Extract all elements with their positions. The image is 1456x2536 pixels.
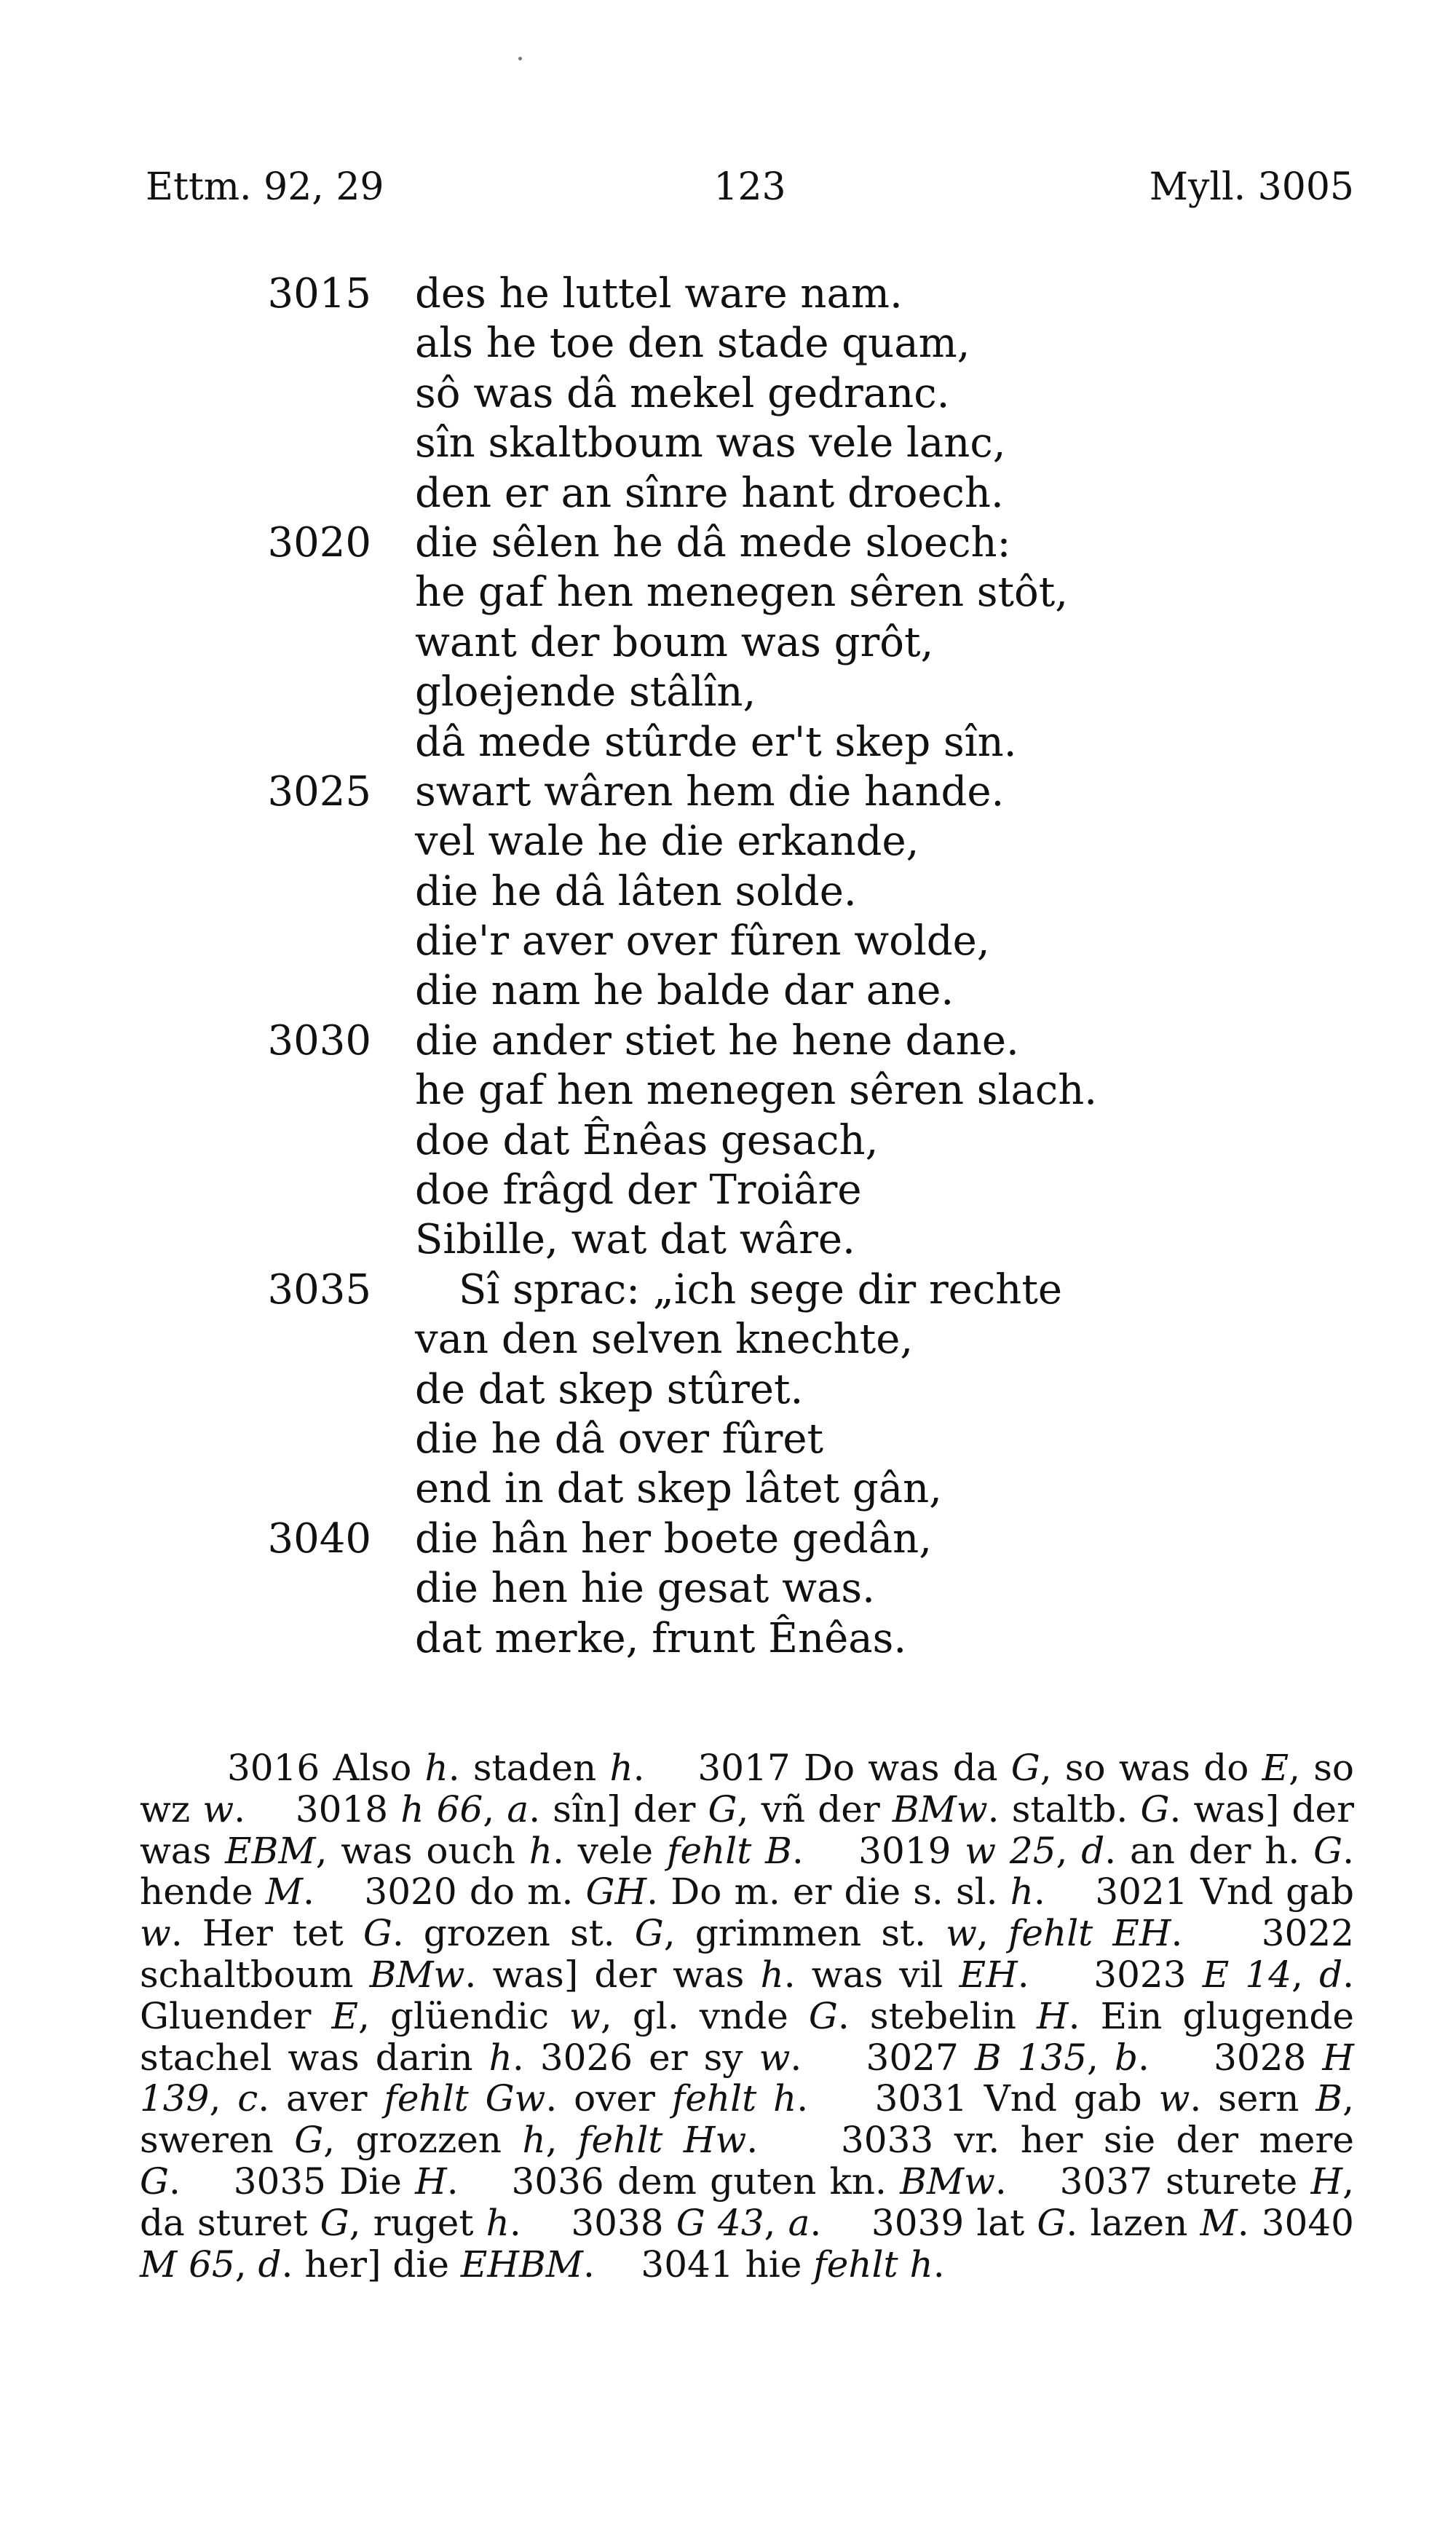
critical-apparatus (140, 1747, 1354, 2285)
verse-line (0, 469, 1456, 518)
verse-text-line: die hen hie gesat was. (415, 1565, 875, 1613)
apparatus-paragraph: 3016 Also h. staden h. 3017 Do was da G, so was do E, so wz w. 3018 h 66, a. sîn] der G, vñ der BMw. staltb. G. was] der was EBM, was ouch h. vele fehlt B. 3019 w 25, d. an der h. G. hende M. 3020 do m. GH. Do m. er die s. sl. h. 3021 Vnd gab w. Her tet G. grozen st. G, grimmen st. w, fehlt EH. 3022 schaltboum BMw. was] der was h. was vil EH. 3023 E 14, d. Gluender E, glüendic w, gl. vnde G. stebelin H. Ein glugende stachel was darin h. 3026 er sy w. 3027 B 135, b. 3028 H 139, c. aver fehlt Gw. over fehlt h. 3031 Vnd gab w. sern B, sweren G, grozzen h, fehlt Hw. 3033 vr. her sie der mere G. 3035 Die H. 3036 dem guten kn. BMw. 3037 sturete H, da sturet G, ruget h. 3038 G 43, a. 3039 lat G. lazen M. 3040 M 65, d. her] die EHBM. 3041 hie fehlt h. (140, 1747, 1355, 2286)
header-right-reference: Myll. 3005 (1149, 165, 1354, 209)
verse-text-line: die'r aver over fûren wolde, (415, 917, 990, 965)
verse-text-line: Sibille, wat dat wâre. (415, 1216, 855, 1264)
verse-text-line: he gaf hen menegen sêren stôt, (415, 569, 1069, 617)
verse-text-line: gloejende stâlîn, (415, 668, 756, 716)
print-speck (518, 57, 522, 60)
verse-line (0, 1415, 1456, 1464)
verse-line (0, 1265, 1456, 1315)
verse-text-line: dat merke, frunt Ênêas. (415, 1614, 907, 1662)
verse-number: 3030 (267, 1016, 371, 1064)
verse-line (0, 1016, 1456, 1066)
verse-line (0, 568, 1456, 617)
verse-line (0, 319, 1456, 368)
verse-text-line: sîn skaltboum was vele lanc, (415, 419, 1006, 467)
verse-line (0, 1116, 1456, 1166)
verse-text-line: des he luttel ware nam. (415, 270, 903, 317)
verse-line (0, 1564, 1456, 1613)
verse-line (0, 1365, 1456, 1415)
verse-text-line: dâ mede stûrde er't skep sîn. (415, 718, 1017, 766)
verse-text-line: vel wale he die erkande, (415, 818, 919, 866)
verse-text-line: die hân her boete gedân, (415, 1514, 933, 1563)
verse-text-line: den er an sînre hant droech. (415, 469, 1004, 517)
verse-text (0, 269, 1456, 1664)
verse-text-line: he gaf hen menegen sêren slach. (415, 1067, 1098, 1115)
verse-text-line: Sî sprac: „ich sege dir rechte (459, 1265, 1062, 1314)
verse-line (0, 1514, 1456, 1564)
verse-number: 3025 (267, 767, 371, 815)
verse-line (0, 966, 1456, 1016)
verse-line (0, 1464, 1456, 1514)
verse-line (0, 618, 1456, 668)
verse-number: 3015 (267, 270, 371, 317)
verse-number: 3040 (267, 1514, 371, 1563)
verse-line (0, 269, 1456, 319)
verse-text-line: als he toe den stade quam, (415, 320, 970, 368)
verse-line (0, 1614, 1456, 1664)
verse-text-line: doe frâgd der Troiâre (415, 1166, 862, 1214)
verse-number: 3020 (267, 518, 371, 566)
verse-line (0, 1066, 1456, 1115)
verse-text-line: de dat skep stûret. (415, 1365, 804, 1413)
verse-line (0, 917, 1456, 966)
verse-line (0, 369, 1456, 419)
verse-line (0, 1215, 1456, 1265)
verse-line (0, 718, 1456, 767)
running-header (146, 162, 1354, 213)
verse-text-line: swart wâren hem die hande. (415, 767, 1005, 815)
verse-text-line: want der boum was grôt, (415, 618, 934, 666)
verse-line (0, 1315, 1456, 1364)
verse-line (0, 419, 1456, 468)
verse-text-line: van den selven knechte, (415, 1316, 914, 1364)
verse-text-line: die ander stiet he hene dane. (415, 1016, 1019, 1064)
verse-text-line: die he dâ over fûret (415, 1415, 824, 1463)
verse-line (0, 767, 1456, 817)
verse-text-line: die sêlen he dâ mede sloech: (415, 518, 1011, 566)
page-number: 123 (713, 165, 786, 209)
verse-text-line: end in dat skep lâtet gân, (415, 1465, 942, 1513)
verse-text-line: doe dat Ênêas gesach, (415, 1116, 879, 1164)
verse-text-line: sô was dâ mekel gedranc. (415, 369, 950, 417)
verse-text-line: die nam he balde dar ane. (415, 967, 954, 1015)
verse-number: 3035 (267, 1265, 371, 1314)
verse-line (0, 867, 1456, 917)
verse-text-line: die he dâ lâten solde. (415, 867, 857, 915)
verse-line (0, 1166, 1456, 1215)
verse-line (0, 668, 1456, 717)
header-left-reference: Ettm. 92, 29 (146, 165, 384, 209)
verse-line (0, 817, 1456, 866)
verse-line (0, 518, 1456, 568)
